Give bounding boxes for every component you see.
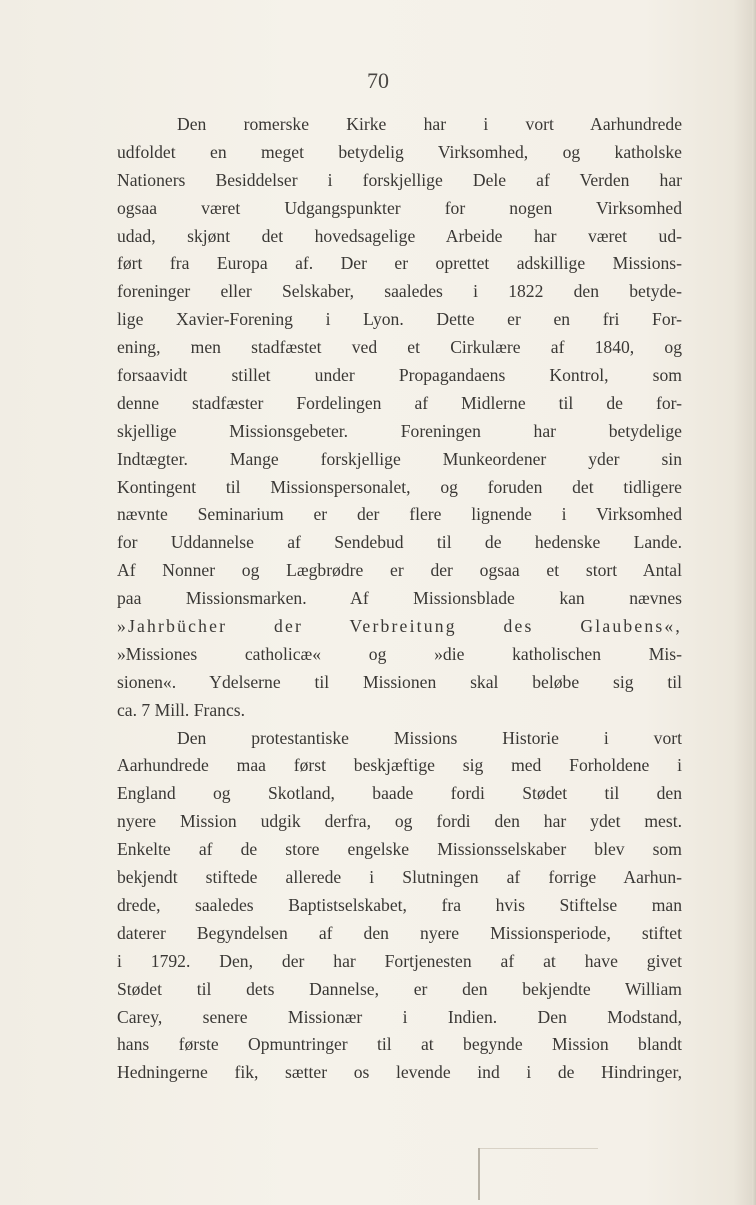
text-line: Aarhundrede maa først beskjæftige sig med Forholdene i bbox=[117, 755, 682, 776]
body-text bbox=[117, 111, 682, 1087]
text-line: Den protestantiske Missions Historie i vort bbox=[177, 727, 682, 748]
scan-artifact bbox=[478, 1148, 598, 1149]
page-edge bbox=[752, 0, 756, 1205]
text-line: England og Skotland, baade fordi Stødet til den bbox=[117, 783, 682, 804]
text-line: ogsaa været Udgangspunkter for nogen Virksomhed bbox=[117, 197, 682, 218]
text-line: udfoldet en meget betydelig Virksomhed, og katholske bbox=[117, 141, 682, 162]
text-line: Hedningerne fik, sætter os levende ind i de Hindringer, bbox=[117, 1062, 682, 1083]
text-line: Stødet til dets Dannelse, er den bekjendte William bbox=[117, 978, 682, 999]
text-line: drede, saaledes Baptistselskabet, fra hvis Stiftelse man bbox=[117, 894, 682, 915]
text-line: skjellige Missionsgebeter. Foreningen har betydelige bbox=[117, 420, 682, 441]
text-line: Enkelte af de store engelske Missionsselskaber blev som bbox=[117, 839, 682, 860]
text-line: nyere Mission udgik derfra, og fordi den har ydet mest. bbox=[117, 811, 682, 832]
text-line: Indtægter. Mange forskjellige Munkeordener yder sin bbox=[117, 448, 682, 469]
text-line: nævnte Seminarium er der flere lignende i Virksomhed bbox=[117, 504, 682, 525]
text-line: Nationers Besiddelser i forskjellige Dele af Verden har bbox=[117, 169, 682, 190]
text-line: i 1792. Den, der har Fortjenesten af at have givet bbox=[117, 950, 682, 971]
text-line: denne stadfæster Fordelingen af Midlerne til de for- bbox=[117, 392, 682, 413]
text-line: Kontingent til Missionspersonalet, og foruden det tidligere bbox=[117, 476, 682, 497]
text-line: sionen«. Ydelserne til Missionen skal beløbe sig til bbox=[117, 671, 682, 692]
text-line: udad, skjønt det hovedsagelige Arbeide har været ud- bbox=[117, 225, 682, 246]
page-number: 70 bbox=[367, 68, 389, 93]
text-line: for Uddannelse af Sendebud til de hedenske Lande. bbox=[117, 532, 682, 553]
text-line: foreninger eller Selskaber, saaledes i 1822 den betyde- bbox=[117, 281, 682, 302]
text-line: »Missiones catholicæ« og »die katholischen Mis- bbox=[117, 643, 682, 664]
text-line: bekjendt stiftede allerede i Slutningen af forrige Aarhun- bbox=[117, 867, 682, 888]
text-line: Carey, senere Missionær i Indien. Den Modstand, bbox=[117, 1006, 682, 1027]
text-line: Af Nonner og Lægbrødre er der ogsaa et stort Antal bbox=[117, 560, 682, 581]
text-line: hans første Opmuntringer til at begynde Mission blandt bbox=[117, 1034, 682, 1055]
text-line: ening, men stadfæstet ved et Cirkulære af 1840, og bbox=[117, 337, 682, 358]
text-line: »Jahrbücher der Verbreitung des Glaubens«, bbox=[117, 616, 682, 637]
text-line: daterer Begyndelsen af den nyere Missionsperiode, stiftet bbox=[117, 922, 682, 943]
text-line: Den romerske Kirke har i vort Aarhundrede bbox=[177, 114, 682, 134]
text-line: ført fra Europa af. Der er oprettet adskillige Missions- bbox=[117, 253, 682, 274]
text-line: forsaavidt stillet under Propagandaens Kontrol, som bbox=[117, 365, 682, 386]
text-line: lige Xavier-Forening i Lyon. Dette er en fri For- bbox=[117, 309, 682, 330]
text-line: ca. 7 Mill. Francs. bbox=[117, 699, 246, 720]
text-line: paa Missionsmarken. Af Missionsblade kan nævnes bbox=[117, 588, 682, 609]
scan-artifact bbox=[478, 1148, 480, 1200]
